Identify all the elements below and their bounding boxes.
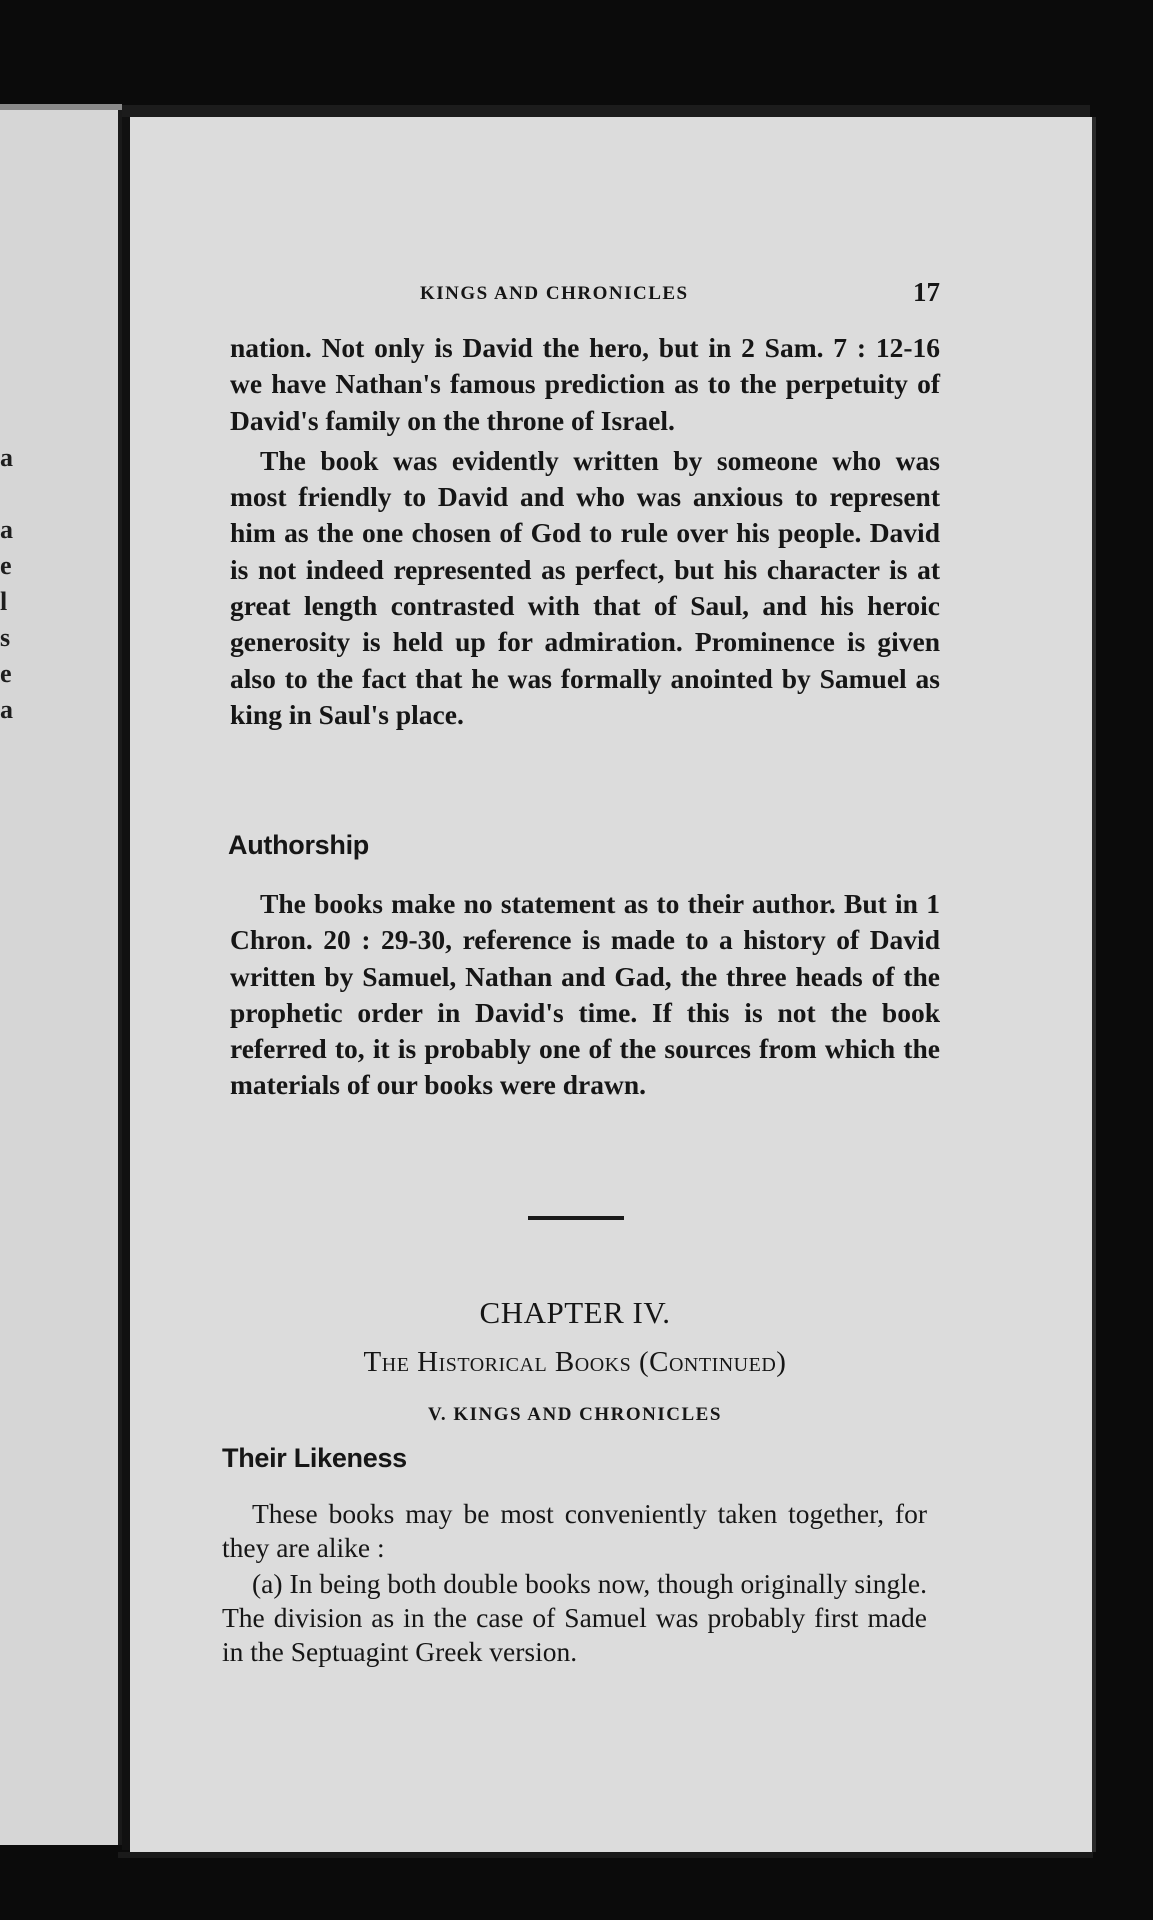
paragraph: The book was evidently written by someone who was most friendly to David and who was anxious to represent him as the one chosen of God to rule over his people. David is not indeed represented as perfect, but his character is at great length contrasted with that of Saul, and his heroic generosity is held up for admiration. Prominence is given also to the fact that he was formally anointed by Samuel as king in Saul's place. bbox=[230, 444, 940, 730]
body-text-likeness bbox=[222, 1497, 927, 1669]
margin-fragment: s bbox=[0, 623, 11, 652]
facing-page bbox=[0, 110, 122, 1845]
body-text-top bbox=[230, 330, 940, 733]
chapter-subtitle: The Historical Books (Continued) bbox=[363, 1346, 787, 1378]
margin-fragment: a bbox=[0, 695, 13, 724]
margin-fragment: e bbox=[0, 551, 12, 580]
paragraph: These books may be most conveniently taken together, for they are alike : bbox=[222, 1498, 927, 1563]
paragraph: nation. Not only is David the hero, but in 2 Sam. 7 : 12-16 we have Nathan's famous prediction as to the perpetuity of David's family on the throne of Israel. bbox=[230, 332, 940, 436]
page-top-edge bbox=[122, 105, 1090, 117]
section-heading-authorship: Authorship bbox=[228, 830, 369, 860]
margin-fragment: l bbox=[0, 587, 8, 616]
facing-page-text-fragments bbox=[0, 440, 12, 728]
running-title: KINGS AND CHRONICLES bbox=[420, 283, 689, 304]
chapter-title: CHAPTER IV. bbox=[479, 1295, 671, 1330]
running-head bbox=[230, 277, 940, 311]
paragraph: The books make no statement as to their author. But in 1 Chron. 20 : 29-30, reference is made to a history of David written by Samuel, Nathan and Gad, the three heads of the prophetic order in David's time. If this is not the book referred to, it is probably one of the sources from which the materials of our books were drawn. bbox=[230, 888, 940, 1101]
margin-fragment: e bbox=[0, 659, 12, 688]
book-binding bbox=[122, 108, 130, 1850]
page-bottom-edge bbox=[118, 1852, 1093, 1858]
margin-fragment: a bbox=[0, 515, 13, 544]
section-heading-likeness: Their Likeness bbox=[222, 1443, 407, 1473]
page-right-edge bbox=[1092, 117, 1096, 1852]
section-label: V. KINGS AND CHRONICLES bbox=[428, 1404, 722, 1425]
page-number: 17 bbox=[913, 277, 940, 307]
margin-fragment: a bbox=[0, 443, 13, 472]
body-text-authorship bbox=[230, 886, 940, 1104]
section-divider-rule bbox=[528, 1216, 624, 1220]
paragraph: (a) In being both double books now, though originally single. The division as in the case of Samuel was probably first made in the Septuagint Greek version. bbox=[222, 1568, 927, 1667]
margin-fragment bbox=[0, 476, 12, 512]
